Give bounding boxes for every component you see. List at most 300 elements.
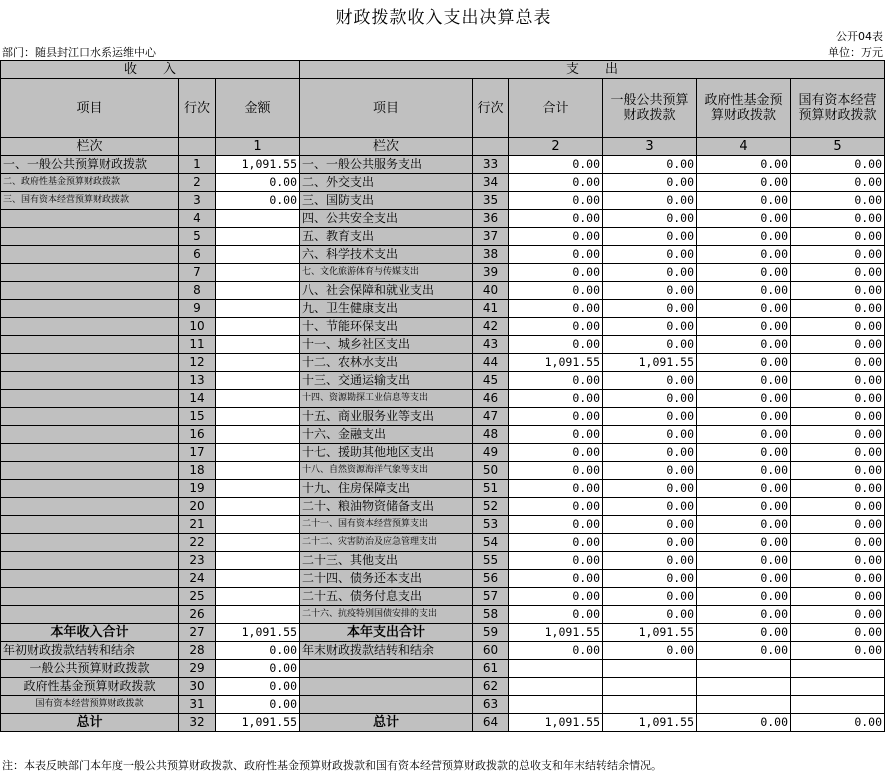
- expense-general: 0.00: [603, 372, 697, 390]
- expense-fund: [697, 696, 791, 714]
- col-index-2: 2: [509, 138, 603, 156]
- income-amount: [216, 210, 300, 228]
- expense-soe: [791, 696, 885, 714]
- income-amount: [216, 552, 300, 570]
- summary-row: [1, 660, 885, 678]
- expense-total: 0.00: [509, 480, 603, 498]
- expense-line: 51: [473, 480, 509, 498]
- income-line: 18: [179, 462, 216, 480]
- expense-item: 二十五、债务付息支出: [300, 588, 473, 606]
- income-amount: 0.00: [216, 174, 300, 192]
- expense-fund: 0.00: [697, 390, 791, 408]
- expense-line: 41: [473, 300, 509, 318]
- expense-soe: 0.00: [791, 534, 885, 552]
- expense-fund: 0.00: [697, 498, 791, 516]
- expense-line: 38: [473, 246, 509, 264]
- expense-soe: 0.00: [791, 246, 885, 264]
- expense-general: 0.00: [603, 444, 697, 462]
- expense-general: 0.00: [603, 246, 697, 264]
- expense-general: 1,091.55: [603, 624, 697, 642]
- expense-item: 十六、金融支出: [300, 426, 473, 444]
- income-item: [1, 444, 179, 462]
- income-line: 12: [179, 354, 216, 372]
- expense-line: 45: [473, 372, 509, 390]
- table-row: [1, 498, 885, 516]
- expense-line: 53: [473, 516, 509, 534]
- expense-general: 0.00: [603, 408, 697, 426]
- expense-total: [509, 660, 603, 678]
- table-row: [1, 588, 885, 606]
- header-expense-line: 行次: [473, 79, 509, 138]
- income-line: 29: [179, 660, 216, 678]
- expense-item: 二十、粮油物资储备支出: [300, 498, 473, 516]
- income-amount: [216, 336, 300, 354]
- expense-fund: 0.00: [697, 300, 791, 318]
- expense-general: 0.00: [603, 156, 697, 174]
- expense-total: 0.00: [509, 642, 603, 660]
- section-income: 收 入: [1, 61, 300, 79]
- expense-line: 40: [473, 282, 509, 300]
- header-expense-total: 合计: [509, 79, 603, 138]
- income-item: 总计: [1, 714, 179, 732]
- expense-fund: 0.00: [697, 318, 791, 336]
- expense-fund: 0.00: [697, 480, 791, 498]
- income-item: [1, 372, 179, 390]
- expense-line: 37: [473, 228, 509, 246]
- expense-general: 0.00: [603, 534, 697, 552]
- expense-general: 0.00: [603, 282, 697, 300]
- expense-item: 十八、自然资源海洋气象等支出: [300, 462, 473, 480]
- expense-soe: 0.00: [791, 156, 885, 174]
- income-item: [1, 336, 179, 354]
- expense-soe: 0.00: [791, 624, 885, 642]
- expense-soe: 0.00: [791, 282, 885, 300]
- expense-item: 二十一、国有资本经营预算支出: [300, 516, 473, 534]
- expense-item: 十、节能环保支出: [300, 318, 473, 336]
- income-item: 二、政府性基金预算财政拨款: [1, 174, 179, 192]
- table-row: [1, 318, 885, 336]
- income-amount: [216, 228, 300, 246]
- table-row: [1, 354, 885, 372]
- income-amount: [216, 372, 300, 390]
- expense-fund: 0.00: [697, 156, 791, 174]
- expense-item: 二十二、灾害防治及应急管理支出: [300, 534, 473, 552]
- income-amount: [216, 606, 300, 624]
- income-amount: [216, 516, 300, 534]
- expense-fund: 0.00: [697, 192, 791, 210]
- income-line: 19: [179, 480, 216, 498]
- expense-soe: 0.00: [791, 606, 885, 624]
- income-item: [1, 462, 179, 480]
- income-line: 5: [179, 228, 216, 246]
- income-item: [1, 390, 179, 408]
- expense-soe: 0.00: [791, 264, 885, 282]
- expense-line: 36: [473, 210, 509, 228]
- income-line: 2: [179, 174, 216, 192]
- expense-fund: [697, 678, 791, 696]
- expense-fund: 0.00: [697, 642, 791, 660]
- income-item: [1, 282, 179, 300]
- expense-general: 0.00: [603, 552, 697, 570]
- expense-general: 0.00: [603, 300, 697, 318]
- col-index-label: 栏次: [1, 138, 179, 156]
- summary-row: [1, 714, 885, 732]
- expense-total: 0.00: [509, 444, 603, 462]
- expense-soe: 0.00: [791, 588, 885, 606]
- expense-total: 0.00: [509, 192, 603, 210]
- income-item: [1, 534, 179, 552]
- expense-item: 九、卫生健康支出: [300, 300, 473, 318]
- expense-soe: 0.00: [791, 570, 885, 588]
- expense-item: 七、文化旅游体育与传媒支出: [300, 264, 473, 282]
- summary-row: [1, 696, 885, 714]
- expense-total: 0.00: [509, 264, 603, 282]
- income-amount: [216, 408, 300, 426]
- income-amount: [216, 300, 300, 318]
- income-amount: 1,091.55: [216, 156, 300, 174]
- income-amount: [216, 282, 300, 300]
- expense-total: [509, 678, 603, 696]
- header-expense-item: 项目: [300, 79, 473, 138]
- expense-total: [509, 696, 603, 714]
- income-line: 25: [179, 588, 216, 606]
- expense-general: [603, 696, 697, 714]
- expense-item: 八、社会保障和就业支出: [300, 282, 473, 300]
- expense-total: 0.00: [509, 174, 603, 192]
- expense-fund: 0.00: [697, 408, 791, 426]
- expense-item: 年末财政拨款结转和结余: [300, 642, 473, 660]
- expense-soe: 0.00: [791, 192, 885, 210]
- expense-item: 十九、住房保障支出: [300, 480, 473, 498]
- expense-total: 0.00: [509, 228, 603, 246]
- expense-soe: 0.00: [791, 480, 885, 498]
- expense-soe: [791, 678, 885, 696]
- header-soe-budget: 国有资本经营预算财政拨款: [791, 79, 885, 138]
- expense-line: 44: [473, 354, 509, 372]
- table-row: [1, 372, 885, 390]
- expense-total: 0.00: [509, 282, 603, 300]
- expense-general: 0.00: [603, 588, 697, 606]
- income-item: [1, 354, 179, 372]
- expense-general: 0.00: [603, 228, 697, 246]
- income-item: [1, 426, 179, 444]
- expense-line: 55: [473, 552, 509, 570]
- expense-total: 1,091.55: [509, 624, 603, 642]
- expense-fund: 0.00: [697, 264, 791, 282]
- expense-line: 60: [473, 642, 509, 660]
- income-amount: [216, 534, 300, 552]
- expense-soe: 0.00: [791, 228, 885, 246]
- expense-soe: 0.00: [791, 390, 885, 408]
- expense-soe: 0.00: [791, 462, 885, 480]
- expense-general: 0.00: [603, 642, 697, 660]
- income-line: 10: [179, 318, 216, 336]
- expense-soe: 0.00: [791, 714, 885, 732]
- expense-general: 0.00: [603, 570, 697, 588]
- income-amount: [216, 246, 300, 264]
- expense-total: 0.00: [509, 210, 603, 228]
- finance-table: [0, 60, 885, 732]
- expense-total: 0.00: [509, 570, 603, 588]
- expense-total: 0.00: [509, 318, 603, 336]
- expense-soe: 0.00: [791, 444, 885, 462]
- table-row: [1, 606, 885, 624]
- income-amount: [216, 480, 300, 498]
- expense-fund: 0.00: [697, 210, 791, 228]
- income-item: [1, 480, 179, 498]
- expense-general: 0.00: [603, 210, 697, 228]
- summary-row: [1, 642, 885, 660]
- expense-line: 34: [473, 174, 509, 192]
- column-index-row: [1, 138, 885, 156]
- col-index-1: 1: [216, 138, 300, 156]
- table-row: [1, 264, 885, 282]
- table-row: [1, 390, 885, 408]
- expense-line: 59: [473, 624, 509, 642]
- expense-soe: 0.00: [791, 174, 885, 192]
- expense-item: 总计: [300, 714, 473, 732]
- expense-fund: 0.00: [697, 372, 791, 390]
- expense-line: 64: [473, 714, 509, 732]
- expense-line: 35: [473, 192, 509, 210]
- expense-line: 42: [473, 318, 509, 336]
- footnote: 注：本表反映部门本年度一般公共预算财政拨款、政府性基金预算财政拨款和国有资本经营预算财政拨款的总收支和年末结转结余情况。: [2, 759, 662, 772]
- income-item: 三、国有资本经营预算财政拨款: [1, 192, 179, 210]
- income-item: 政府性基金预算财政拨款: [1, 678, 179, 696]
- income-item: [1, 300, 179, 318]
- expense-line: 48: [473, 426, 509, 444]
- summary-row: [1, 624, 885, 642]
- income-item: 一、一般公共预算财政拨款: [1, 156, 179, 174]
- expense-line: 52: [473, 498, 509, 516]
- table-row: [1, 534, 885, 552]
- expense-soe: 0.00: [791, 336, 885, 354]
- income-item: [1, 408, 179, 426]
- expense-fund: 0.00: [697, 534, 791, 552]
- header-fund-budget: 政府性基金预算财政拨款: [697, 79, 791, 138]
- expense-line: 43: [473, 336, 509, 354]
- expense-total: 0.00: [509, 246, 603, 264]
- table-row: [1, 210, 885, 228]
- expense-line: 33: [473, 156, 509, 174]
- expense-fund: 0.00: [697, 336, 791, 354]
- expense-general: 0.00: [603, 390, 697, 408]
- expense-item: 六、科学技术支出: [300, 246, 473, 264]
- income-line: 22: [179, 534, 216, 552]
- summary-row: [1, 678, 885, 696]
- section-header-row: [1, 61, 885, 79]
- income-amount: [216, 264, 300, 282]
- income-line: 6: [179, 246, 216, 264]
- income-item: [1, 606, 179, 624]
- income-line: 26: [179, 606, 216, 624]
- income-line: 24: [179, 570, 216, 588]
- income-line: 27: [179, 624, 216, 642]
- col-index-blank-expense: [473, 138, 509, 156]
- expense-line: 39: [473, 264, 509, 282]
- income-item: [1, 246, 179, 264]
- expense-line: 47: [473, 408, 509, 426]
- expense-general: 0.00: [603, 516, 697, 534]
- expense-fund: 0.00: [697, 444, 791, 462]
- income-amount: [216, 444, 300, 462]
- expense-fund: [697, 660, 791, 678]
- expense-soe: 0.00: [791, 516, 885, 534]
- expense-soe: 0.00: [791, 408, 885, 426]
- expense-soe: 0.00: [791, 642, 885, 660]
- income-line: 15: [179, 408, 216, 426]
- income-item: [1, 588, 179, 606]
- expense-line: 56: [473, 570, 509, 588]
- expense-total: 0.00: [509, 462, 603, 480]
- expense-fund: 0.00: [697, 282, 791, 300]
- expense-item: [300, 660, 473, 678]
- table-row: [1, 516, 885, 534]
- income-item: 年初财政拨款结转和结余: [1, 642, 179, 660]
- table-row: [1, 282, 885, 300]
- expense-total: 0.00: [509, 588, 603, 606]
- expense-soe: 0.00: [791, 210, 885, 228]
- table-row: [1, 156, 885, 174]
- income-item: [1, 264, 179, 282]
- income-line: 14: [179, 390, 216, 408]
- header-income-amount: 金额: [216, 79, 300, 138]
- income-amount: [216, 462, 300, 480]
- income-amount: 1,091.55: [216, 624, 300, 642]
- form-code: 公开04表: [836, 30, 883, 43]
- expense-soe: 0.00: [791, 426, 885, 444]
- income-item: [1, 210, 179, 228]
- expense-general: 0.00: [603, 264, 697, 282]
- income-amount: [216, 498, 300, 516]
- table-row: [1, 228, 885, 246]
- expense-line: 63: [473, 696, 509, 714]
- expense-item: 三、国防支出: [300, 192, 473, 210]
- table-row: [1, 552, 885, 570]
- income-line: 31: [179, 696, 216, 714]
- expense-general: 0.00: [603, 336, 697, 354]
- col-index-label-expense: 栏次: [300, 138, 473, 156]
- income-item: [1, 228, 179, 246]
- expense-fund: 0.00: [697, 714, 791, 732]
- expense-general: 0.00: [603, 462, 697, 480]
- expense-fund: 0.00: [697, 570, 791, 588]
- income-item: 一般公共预算财政拨款: [1, 660, 179, 678]
- expense-item: 十三、交通运输支出: [300, 372, 473, 390]
- expense-soe: [791, 660, 885, 678]
- expense-line: 50: [473, 462, 509, 480]
- expense-total: 0.00: [509, 408, 603, 426]
- expense-fund: 0.00: [697, 624, 791, 642]
- expense-line: 46: [473, 390, 509, 408]
- income-amount: [216, 570, 300, 588]
- income-item: 本年收入合计: [1, 624, 179, 642]
- table-row: [1, 408, 885, 426]
- expense-fund: 0.00: [697, 228, 791, 246]
- income-line: 32: [179, 714, 216, 732]
- expense-fund: 0.00: [697, 426, 791, 444]
- section-expense: 支 出: [300, 61, 885, 79]
- income-amount: [216, 588, 300, 606]
- col-index-5: 5: [791, 138, 885, 156]
- table-row: [1, 246, 885, 264]
- income-line: 13: [179, 372, 216, 390]
- income-amount: 1,091.55: [216, 714, 300, 732]
- expense-soe: 0.00: [791, 372, 885, 390]
- expense-item: 十四、资源勘探工业信息等支出: [300, 390, 473, 408]
- income-amount: 0.00: [216, 192, 300, 210]
- expense-general: 0.00: [603, 480, 697, 498]
- expense-item: 二十四、债务还本支出: [300, 570, 473, 588]
- col-index-3: 3: [603, 138, 697, 156]
- expense-item: 四、公共安全支出: [300, 210, 473, 228]
- expense-item: 二十三、其他支出: [300, 552, 473, 570]
- expense-line: 61: [473, 660, 509, 678]
- income-line: 16: [179, 426, 216, 444]
- expense-general: 1,091.55: [603, 714, 697, 732]
- department-label: 部门：随县封江口水系运维中心: [2, 46, 156, 59]
- unit-label: 单位：万元: [828, 46, 883, 59]
- expense-fund: 0.00: [697, 354, 791, 372]
- expense-line: 54: [473, 534, 509, 552]
- header-income-item: 项目: [1, 79, 179, 138]
- expense-item: 本年支出合计: [300, 624, 473, 642]
- expense-item: 十七、援助其他地区支出: [300, 444, 473, 462]
- expense-total: 1,091.55: [509, 354, 603, 372]
- expense-item: 十一、城乡社区支出: [300, 336, 473, 354]
- expense-total: 0.00: [509, 390, 603, 408]
- income-line: 3: [179, 192, 216, 210]
- expense-general: 0.00: [603, 498, 697, 516]
- table-row: [1, 462, 885, 480]
- table-row: [1, 570, 885, 588]
- income-amount: [216, 426, 300, 444]
- expense-soe: 0.00: [791, 354, 885, 372]
- expense-total: 0.00: [509, 372, 603, 390]
- income-amount: 0.00: [216, 660, 300, 678]
- expense-fund: 0.00: [697, 174, 791, 192]
- expense-total: 0.00: [509, 534, 603, 552]
- expense-general: 0.00: [603, 318, 697, 336]
- table-row: [1, 480, 885, 498]
- expense-soe: 0.00: [791, 300, 885, 318]
- income-item: [1, 498, 179, 516]
- expense-general: 0.00: [603, 192, 697, 210]
- expense-total: 0.00: [509, 552, 603, 570]
- expense-total: 0.00: [509, 336, 603, 354]
- expense-line: 58: [473, 606, 509, 624]
- income-line: 17: [179, 444, 216, 462]
- expense-general: [603, 660, 697, 678]
- income-line: 7: [179, 264, 216, 282]
- income-line: 23: [179, 552, 216, 570]
- income-line: 8: [179, 282, 216, 300]
- income-amount: [216, 354, 300, 372]
- expense-soe: 0.00: [791, 318, 885, 336]
- income-line: 11: [179, 336, 216, 354]
- income-line: 1: [179, 156, 216, 174]
- income-line: 21: [179, 516, 216, 534]
- expense-total: 0.00: [509, 516, 603, 534]
- header-income-line: 行次: [179, 79, 216, 138]
- expense-total: 1,091.55: [509, 714, 603, 732]
- expense-general: 0.00: [603, 606, 697, 624]
- income-line: 9: [179, 300, 216, 318]
- expense-item: 十五、商业服务业等支出: [300, 408, 473, 426]
- expense-general: 1,091.55: [603, 354, 697, 372]
- expense-soe: 0.00: [791, 498, 885, 516]
- col-index-blank: [179, 138, 216, 156]
